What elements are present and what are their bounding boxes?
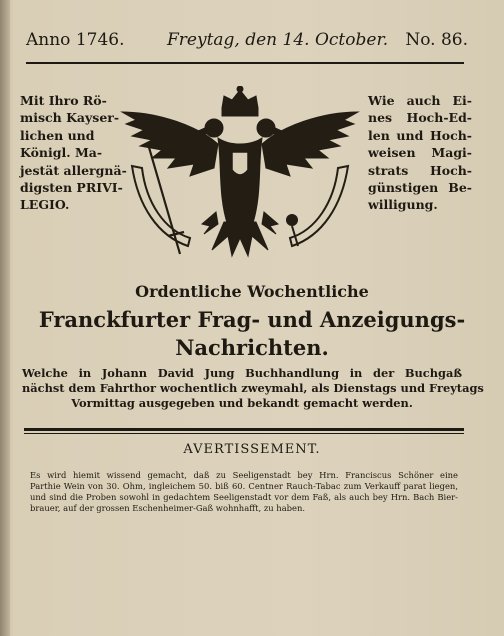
notice-line: Parthie Wein von 30. Ohm, ingleichem 50. biß 60. Centner Rauch-Tabac zum Verkauff parat liegen,	[30, 481, 458, 491]
section-heading: AVERTISSEMENT.	[183, 442, 321, 457]
imperial-double-eagle-icon	[118, 86, 362, 262]
issue-number: No. 86.	[405, 30, 468, 50]
publisher-note-line: Vormittag ausgegeben und bekandt gemacht werden.	[71, 396, 413, 410]
privilege-left-line: LEGIO.	[20, 197, 70, 213]
privilege-left-line: misch Kayser-	[20, 110, 120, 126]
header-rule	[26, 62, 464, 64]
section-rule-thin	[24, 433, 464, 434]
notice-text	[30, 470, 458, 514]
page-gutter	[0, 0, 10, 636]
publisher-note-line: Welche in Johann David Jung Buchhandlung in der Buchgaß	[22, 366, 462, 380]
masthead-line-1: Ordentliche Wochentliche	[135, 282, 369, 301]
privilege-left-line: digsten PRIVI-	[20, 180, 123, 196]
publisher-note-line: nächst dem Fahrthor wochentlich zweymahl, als Dienstags und Freytags	[22, 381, 484, 395]
privilege-left-line: Königl. Ma-	[20, 145, 103, 161]
privilege-right-line: len und Hoch-	[368, 127, 472, 143]
privilege-right-line: nes Hoch-Ed-	[368, 110, 472, 126]
masthead-line-2: Franckfurter Frag- und Anzeigungs-	[38, 307, 466, 332]
notice-line: brauer, auf der grossen Eschenheimer-Gaß wohnhafft, zu haben.	[30, 503, 306, 513]
publisher-note	[22, 366, 484, 411]
masthead-line-3: Nachrichten.	[175, 335, 329, 360]
privilege-left-column	[20, 92, 130, 214]
privilege-right-line: willigung.	[368, 197, 438, 213]
privilege-right-line: strats Hoch-	[368, 162, 472, 178]
notice-line: Es wird hiemit wissend gemacht, daß zu Seeligenstadt bey Hrn. Franciscus Schöner eine	[30, 470, 458, 480]
privilege-right-line: günstigen Be-	[368, 180, 472, 196]
privilege-right-column	[368, 92, 472, 214]
issue-header	[22, 30, 468, 54]
privilege-left-line: lichen und	[20, 127, 95, 143]
section-rule-thick	[24, 428, 464, 431]
privilege-left-line: jestät allergnä-	[20, 162, 127, 178]
issue-year: Anno 1746.	[26, 30, 125, 50]
notice-line: und sind die Proben sowohl in gedachtem Seeligenstadt vor dem Faß, als auch bey Hrn. Bach Bier-	[30, 492, 458, 502]
privilege-right-line: weisen Magi-	[368, 145, 472, 161]
issue-date: Freytag, den 14. October.	[167, 30, 389, 50]
privilege-right-line: Wie auch Ei-	[368, 93, 472, 108]
privilege-left-line: Mit Ihro Rö-	[20, 93, 107, 108]
